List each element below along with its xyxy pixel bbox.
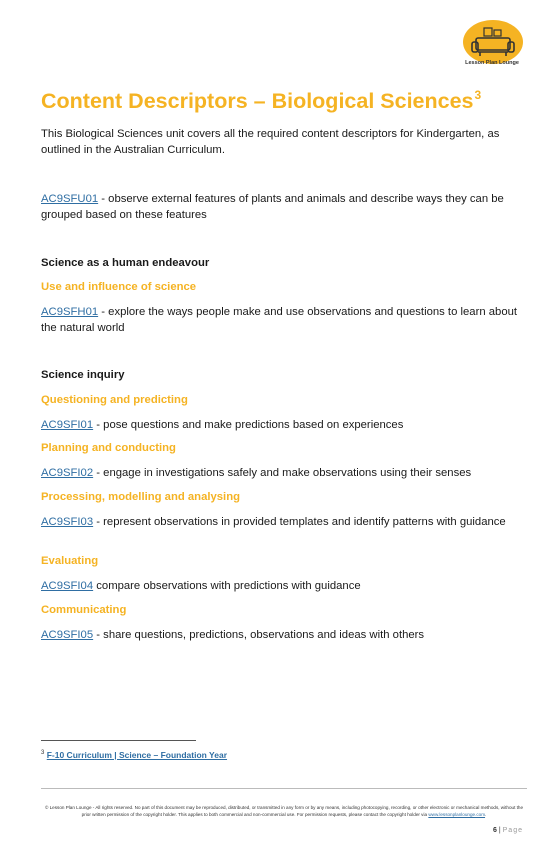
descriptor-link[interactable]: AC9SFH01 [41, 306, 99, 318]
footnote-link[interactable]: F-10 Curriculum | Science – Foundation Year [46, 750, 228, 760]
descriptor-link[interactable]: AC9SFI01 [41, 419, 94, 431]
subheading-use-influence: Use and influence of science [41, 281, 197, 293]
subheading-evaluating: Evaluating [41, 555, 99, 567]
descriptor-link[interactable]: AC9SFI03 [41, 516, 94, 528]
copyright-notice: © Lesson Plan Lounge - All rights reserved. No part of this document may be reproduced, distributed, or transmitted in any form or by any means, including photocopying, recording, or other electronic or mechanical methods, without the prior written permission of the copyright holder. This applies to both commercial and non-commercial use. For permission requests, please contact the copyright holder via www.lessonplanlounge.com. [44, 805, 524, 817]
descriptor-link[interactable]: AC9SFI05 [41, 629, 94, 641]
descriptor-questioning: AC9SFI01 - pose questions and make predictions based on experiences [41, 419, 404, 431]
descriptor-planning: AC9SFI02 - engage in investigations safely and make observations using their senses [41, 467, 472, 479]
page-number: 6 | Page [493, 827, 523, 834]
footnote-divider [41, 740, 196, 741]
intro-paragraph: This Biological Sciences unit covers all the required content descriptors for Kindergarten, as outlined in the Australian Curriculum. [41, 128, 500, 156]
descriptor-link[interactable]: AC9SFI04 [41, 580, 94, 592]
footnote-reference[interactable]: 3 [474, 88, 482, 102]
descriptor-evaluating: AC9SFI04 compare observations with predictions with guidance [41, 580, 361, 592]
descriptor-link[interactable]: AC9SFI02 [41, 467, 94, 479]
descriptor-communicating: AC9SFI05 - share questions, predictions, observations and ideas with others [41, 629, 425, 641]
footer-divider [41, 788, 527, 789]
subheading-planning: Planning and conducting [41, 442, 176, 454]
descriptor-processing: AC9SFI03 - represent observations in provided templates and identify patterns with guidance [41, 516, 506, 528]
descriptor-link[interactable]: AC9SFU01 [41, 193, 99, 205]
descriptor-understanding: AC9SFU01 - observe external features of plants and animals and describe ways they can be grouped based on these features [41, 193, 504, 221]
subheading-questioning: Questioning and predicting [41, 394, 188, 406]
section-heading-endeavour: Science as a human endeavour [41, 257, 210, 269]
logo-text: Lesson Plan Lounge [465, 60, 519, 66]
descriptor-endeavour: AC9SFH01 - explore the ways people make and use observations and questions to learn about the natural world [41, 306, 518, 334]
website-link[interactable]: www.lessonplanlounge.com [428, 812, 486, 817]
page-title: Content Descriptors – Biological Sciences$^3$ [41, 88, 482, 113]
subheading-communicating: Communicating [41, 604, 127, 616]
subheading-processing: Processing, modelling and analysing [41, 491, 240, 503]
footnote: $^3$ F-10 Curriculum | Science – Foundation Year [41, 750, 228, 760]
section-heading-inquiry: Science inquiry [41, 369, 125, 381]
